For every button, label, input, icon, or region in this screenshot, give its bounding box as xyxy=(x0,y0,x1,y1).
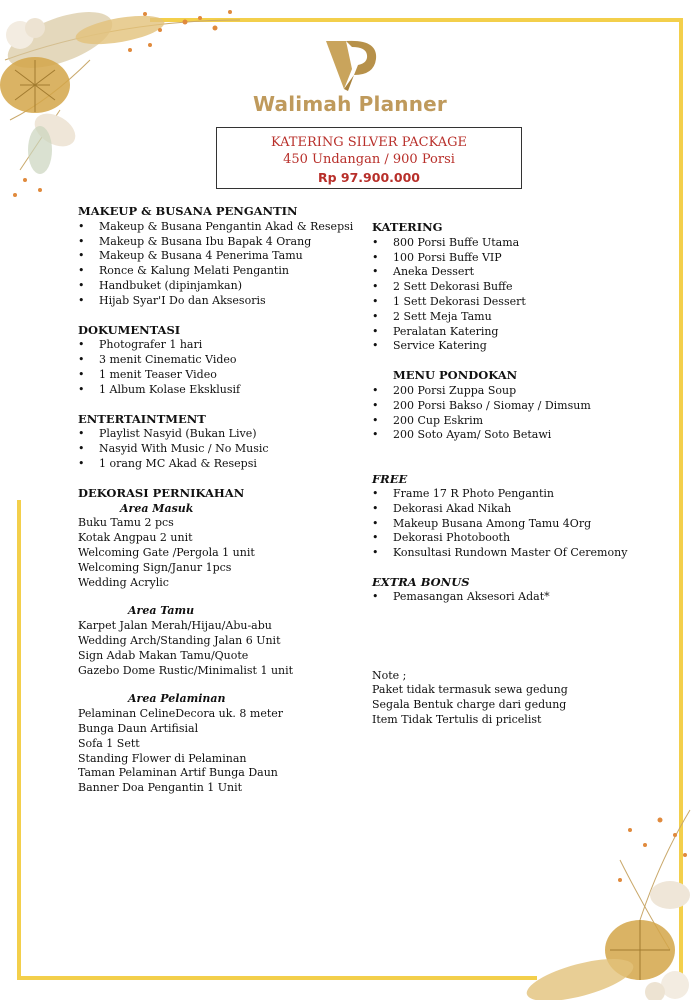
area-tamu-title: Area Tamu xyxy=(128,604,195,618)
list-item: • Playlist Nasyid (Bukan Live) xyxy=(78,427,368,442)
list-item: Sofa 1 Sett xyxy=(78,736,140,750)
area-tamu-block xyxy=(78,604,368,678)
list-item: • Frame 17 R Photo Pengantin xyxy=(372,487,672,502)
list-item: • Ronce & Kalung Melati Pengantin xyxy=(78,264,368,279)
list-item: Standing Flower di Pelaminan xyxy=(78,751,247,765)
left-column xyxy=(78,204,368,796)
list-item: Wedding Arch/Standing Jalan 6 Unit xyxy=(78,633,281,647)
list-item: • Nasyid With Music / No Music xyxy=(78,442,368,457)
section-title-katering: KATERING xyxy=(372,220,443,234)
section-title-dokumentasi: DOKUMENTASI xyxy=(78,322,181,337)
package-title: KATERING SILVER PACKAGE xyxy=(270,135,468,150)
list-item: Wedding Acrylic xyxy=(78,575,169,589)
list-item: • Makeup & Busana Ibu Bapak 4 Orang xyxy=(78,235,368,250)
right-column xyxy=(372,220,672,728)
frame-line-left xyxy=(17,500,21,980)
list-item: • 800 Porsi Buffe Utama xyxy=(372,236,672,251)
list-item: Welcoming Gate /Pergola 1 unit xyxy=(78,545,255,559)
list-item: • Hijab Syar'I Do dan Aksesoris xyxy=(78,294,368,309)
note-block xyxy=(372,669,672,728)
list-item: • Konsultasi Rundown Master Of Ceremony xyxy=(372,546,672,561)
package-price: Rp 97.900.000 xyxy=(317,170,420,185)
list-item: • 2 Sett Meja Tamu xyxy=(372,310,672,325)
list-item: • Makeup & Busana Pengantin Akad & Resepsi xyxy=(78,220,368,235)
list-item: • Handbuket (dipinjamkan) xyxy=(78,279,368,294)
list-item: Pelaminan CelineDecora uk. 8 meter xyxy=(78,707,284,721)
makeup-list xyxy=(78,220,368,309)
area-masuk-title: Area Masuk xyxy=(120,501,194,515)
section-title-free: FREE xyxy=(372,472,408,487)
list-item: • Photografer 1 hari xyxy=(78,338,368,353)
list-item: • 2 Sett Dekorasi Buffe xyxy=(372,280,672,295)
list-item: Kotak Angpau 2 unit xyxy=(78,531,193,545)
list-item: • 200 Porsi Bakso / Siomay / Dimsum xyxy=(372,399,672,414)
list-item: • Pemasangan Aksesori Adat* xyxy=(372,590,672,605)
note-line: Item Tidak Tertulis di pricelist xyxy=(372,712,542,726)
list-item: • Dekorasi Akad Nikah xyxy=(372,502,672,517)
list-item: • 100 Porsi Buffe VIP xyxy=(372,251,672,266)
area-pelaminan-title: Area Pelaminan xyxy=(128,692,226,706)
package-header-box xyxy=(216,127,522,189)
list-item: • 1 Album Kolase Eksklusif xyxy=(78,383,368,398)
list-item: • 200 Soto Ayam/ Soto Betawi xyxy=(372,428,672,443)
section-title-extra-bonus: EXTRA BONUS xyxy=(372,574,470,589)
list-item: Karpet Jalan Merah/Hijau/Abu-abu xyxy=(78,619,272,633)
note-line: Segala Bentuk charge dari gedung xyxy=(372,698,567,712)
floral-decoration-bottom-right xyxy=(520,800,700,1000)
list-item: Bunga Daun Artifisial xyxy=(78,721,199,735)
list-item: • Makeup Busana Among Tamu 4Org xyxy=(372,517,672,532)
list-item: Sign Adab Makan Tamu/Quote xyxy=(78,648,249,662)
extra-bonus-list xyxy=(372,590,672,605)
menu-pondokan-list xyxy=(372,384,672,443)
katering-list xyxy=(372,236,672,354)
package-subtitle: 450 Undangan / 900 Porsi xyxy=(283,152,455,167)
list-item: • Makeup & Busana 4 Penerima Tamu xyxy=(78,249,368,264)
list-item: • 3 menit Cinematic Video xyxy=(78,353,368,368)
list-item: • Dekorasi Photobooth xyxy=(372,531,672,546)
list-item: • Service Katering xyxy=(372,339,672,354)
section-title-menu-pondokan: MENU PONDOKAN xyxy=(393,368,518,383)
list-item: Taman Pelaminan Artif Bunga Daun xyxy=(78,766,278,780)
list-item: Gazebo Dome Rustic/Minimalist 1 unit xyxy=(78,663,294,677)
list-item: Welcoming Sign/Janur 1pcs xyxy=(78,560,232,574)
section-title-makeup: MAKEUP & BUSANA PENGANTIN xyxy=(78,204,298,218)
note-line: Paket tidak termasuk sewa gedung xyxy=(372,683,568,697)
brand-name: Walimah Planner xyxy=(252,92,447,116)
list-item: • 200 Cup Eskrim xyxy=(372,414,672,429)
list-item: • 200 Porsi Zuppa Soup xyxy=(372,384,672,399)
list-item: • Aneka Dessert xyxy=(372,265,672,280)
entertainment-list xyxy=(78,427,368,471)
list-item: • 1 Sett Dekorasi Dessert xyxy=(372,295,672,310)
dokumentasi-list xyxy=(78,338,368,397)
free-list xyxy=(372,487,672,561)
area-pelaminan-block xyxy=(78,692,368,796)
area-masuk-block xyxy=(78,502,368,591)
list-item: • 1 menit Teaser Video xyxy=(78,368,368,383)
list-item: • Peralatan Katering xyxy=(372,325,672,340)
wp-monogram-logo xyxy=(318,35,382,97)
note-title: Note ; xyxy=(372,668,407,682)
list-item: • 1 orang MC Akad & Resepsi xyxy=(78,457,368,472)
list-item: Banner Doa Pengantin 1 Unit xyxy=(78,781,243,795)
section-title-entertainment: ENTERTAINTMENT xyxy=(78,411,206,426)
list-item: Buku Tamu 2 pcs xyxy=(78,516,174,530)
frame-line-bottom xyxy=(17,976,537,980)
section-title-dekorasi: DEKORASI PERNIKAHAN xyxy=(78,485,245,500)
